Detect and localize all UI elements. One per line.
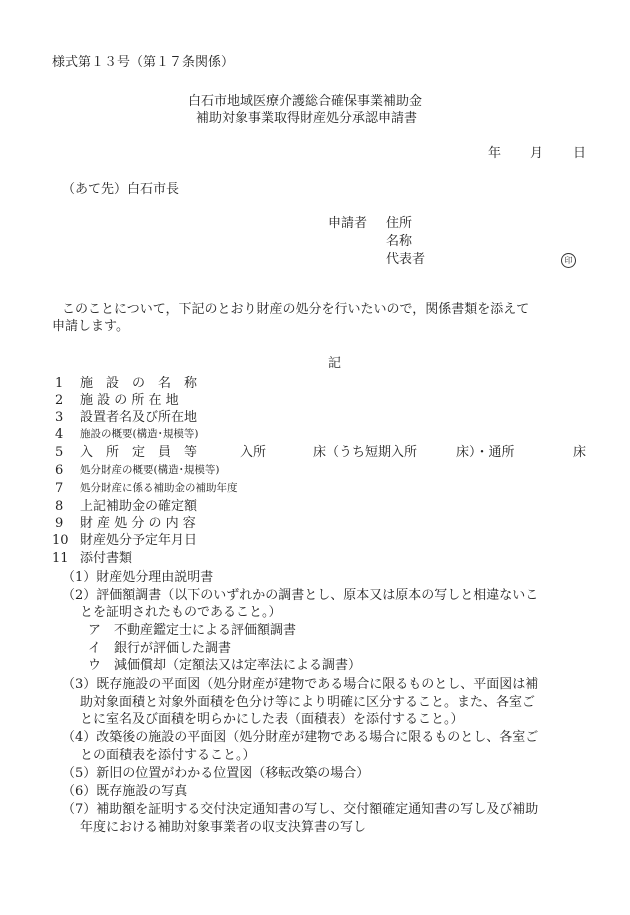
item-label: 施 設 の 所 在 地 bbox=[80, 393, 179, 408]
attachment-1: （1）財産処分理由説明書 bbox=[62, 570, 214, 585]
capacity-tsusho: 床）・通所 bbox=[456, 445, 515, 460]
attachment-2-sub-i: イ 銀行が評価した調書 bbox=[88, 641, 232, 656]
title-line-2: 補助対象事業取得財産処分承認申請書 bbox=[196, 111, 418, 126]
attachment-2-line-1: （2）評価額調書（以下のいずれかの調書とし、原本又は原本の写しと相違ないこ bbox=[62, 588, 539, 603]
item-label: 財 産 処 分 の 内 容 bbox=[80, 516, 196, 531]
form-number: 様式第１３号（第１７条関係） bbox=[52, 55, 235, 70]
applicant-label: 申請者 bbox=[328, 216, 368, 231]
attachment-3-line-2: 助対象面積と対象外面積を色分け等により明確に区分すること。また、各室ご bbox=[80, 695, 536, 710]
item-label: 上記補助金の確定額 bbox=[80, 499, 198, 514]
item-label: 設置者名及び所在地 bbox=[80, 410, 198, 425]
item-label: 処分財産に係る補助金の補助年度 bbox=[80, 482, 238, 494]
addressee: （あて先）白石市長 bbox=[62, 182, 180, 197]
item-number: 6 bbox=[55, 463, 64, 478]
applicant-name: 名称 bbox=[386, 234, 413, 249]
attachment-3-line-1: （3）既存施設の平面図（処分財産が建物である場合に限るものとし、平面図は補 bbox=[62, 677, 539, 692]
item-number: 3 bbox=[55, 410, 64, 425]
applicant-address: 住所 bbox=[386, 216, 413, 231]
item-number: 9 bbox=[55, 516, 64, 531]
date-day: 日 bbox=[573, 146, 587, 161]
attachment-3-line-3: とに室名及び面積を明らかにした表（面積表）を添付すること。） bbox=[80, 712, 464, 727]
attachment-5: （5）新旧の位置がわかる位置図（移転改築の場合） bbox=[62, 766, 370, 781]
item-label: 添付書類 bbox=[80, 551, 133, 566]
item-number: 11 bbox=[52, 551, 69, 566]
attachment-7-line-1: （7）補助額を証明する交付決定通知書の写し、交付額確定通知書の写し及び補助 bbox=[62, 802, 539, 817]
item-number: 10 bbox=[52, 533, 69, 548]
seal-mark bbox=[561, 251, 576, 268]
date-month: 月 bbox=[530, 146, 544, 161]
attachment-7-line-2: 年度における補助対象事業者の収支決算書の写し bbox=[80, 820, 367, 835]
item-number: 7 bbox=[55, 481, 64, 496]
item-number: 4 bbox=[55, 427, 64, 442]
seal-icon: 印 bbox=[561, 253, 576, 268]
attachment-2-sub-u: ウ 減価償却（定額法又は定率法による調書） bbox=[88, 658, 362, 673]
body-line-2: 申請します。 bbox=[52, 319, 129, 334]
ki-heading: 記 bbox=[328, 356, 342, 371]
item-number: 5 bbox=[55, 445, 64, 460]
body-line-1: このことについて，下記のとおり財産の処分を行いたいので，関係書類を添えて bbox=[62, 302, 530, 317]
item-label: 施設の概要(構造･規模等) bbox=[80, 428, 199, 440]
item-label: 入 所 定 員 等 bbox=[80, 445, 198, 460]
item-label: 施 設 の 名 称 bbox=[80, 376, 198, 391]
item-number: 1 bbox=[55, 376, 64, 391]
attachment-4-line-2: との面積表を添付すること。） bbox=[80, 748, 256, 763]
title-line-1: 白石市地域医療介護総合確保事業補助金 bbox=[188, 94, 423, 109]
capacity-nyusho: 入所 bbox=[240, 445, 267, 460]
item-label: 処分財産の概要(構造･規模等) bbox=[80, 464, 220, 476]
item-label: 財産処分予定年月日 bbox=[80, 533, 198, 548]
item-number: 2 bbox=[55, 393, 64, 408]
attachment-4-line-1: （4）改築後の施設の平面図（処分財産が建物である場合に限るものとし、各室ご bbox=[62, 730, 539, 745]
attachment-6: （6）既存施設の写真 bbox=[62, 784, 188, 799]
item-number: 8 bbox=[55, 499, 64, 514]
capacity-short-stay: 床（うち短期入所 bbox=[313, 445, 418, 460]
attachment-2-sub-a: ア 不動産鑑定士による評価額調書 bbox=[88, 623, 297, 638]
date-year: 年 bbox=[488, 146, 502, 161]
applicant-representative: 代表者 bbox=[386, 252, 426, 267]
attachment-2-line-2: とを証明されたものであること。） bbox=[80, 605, 282, 620]
capacity-floor: 床 bbox=[573, 445, 587, 460]
